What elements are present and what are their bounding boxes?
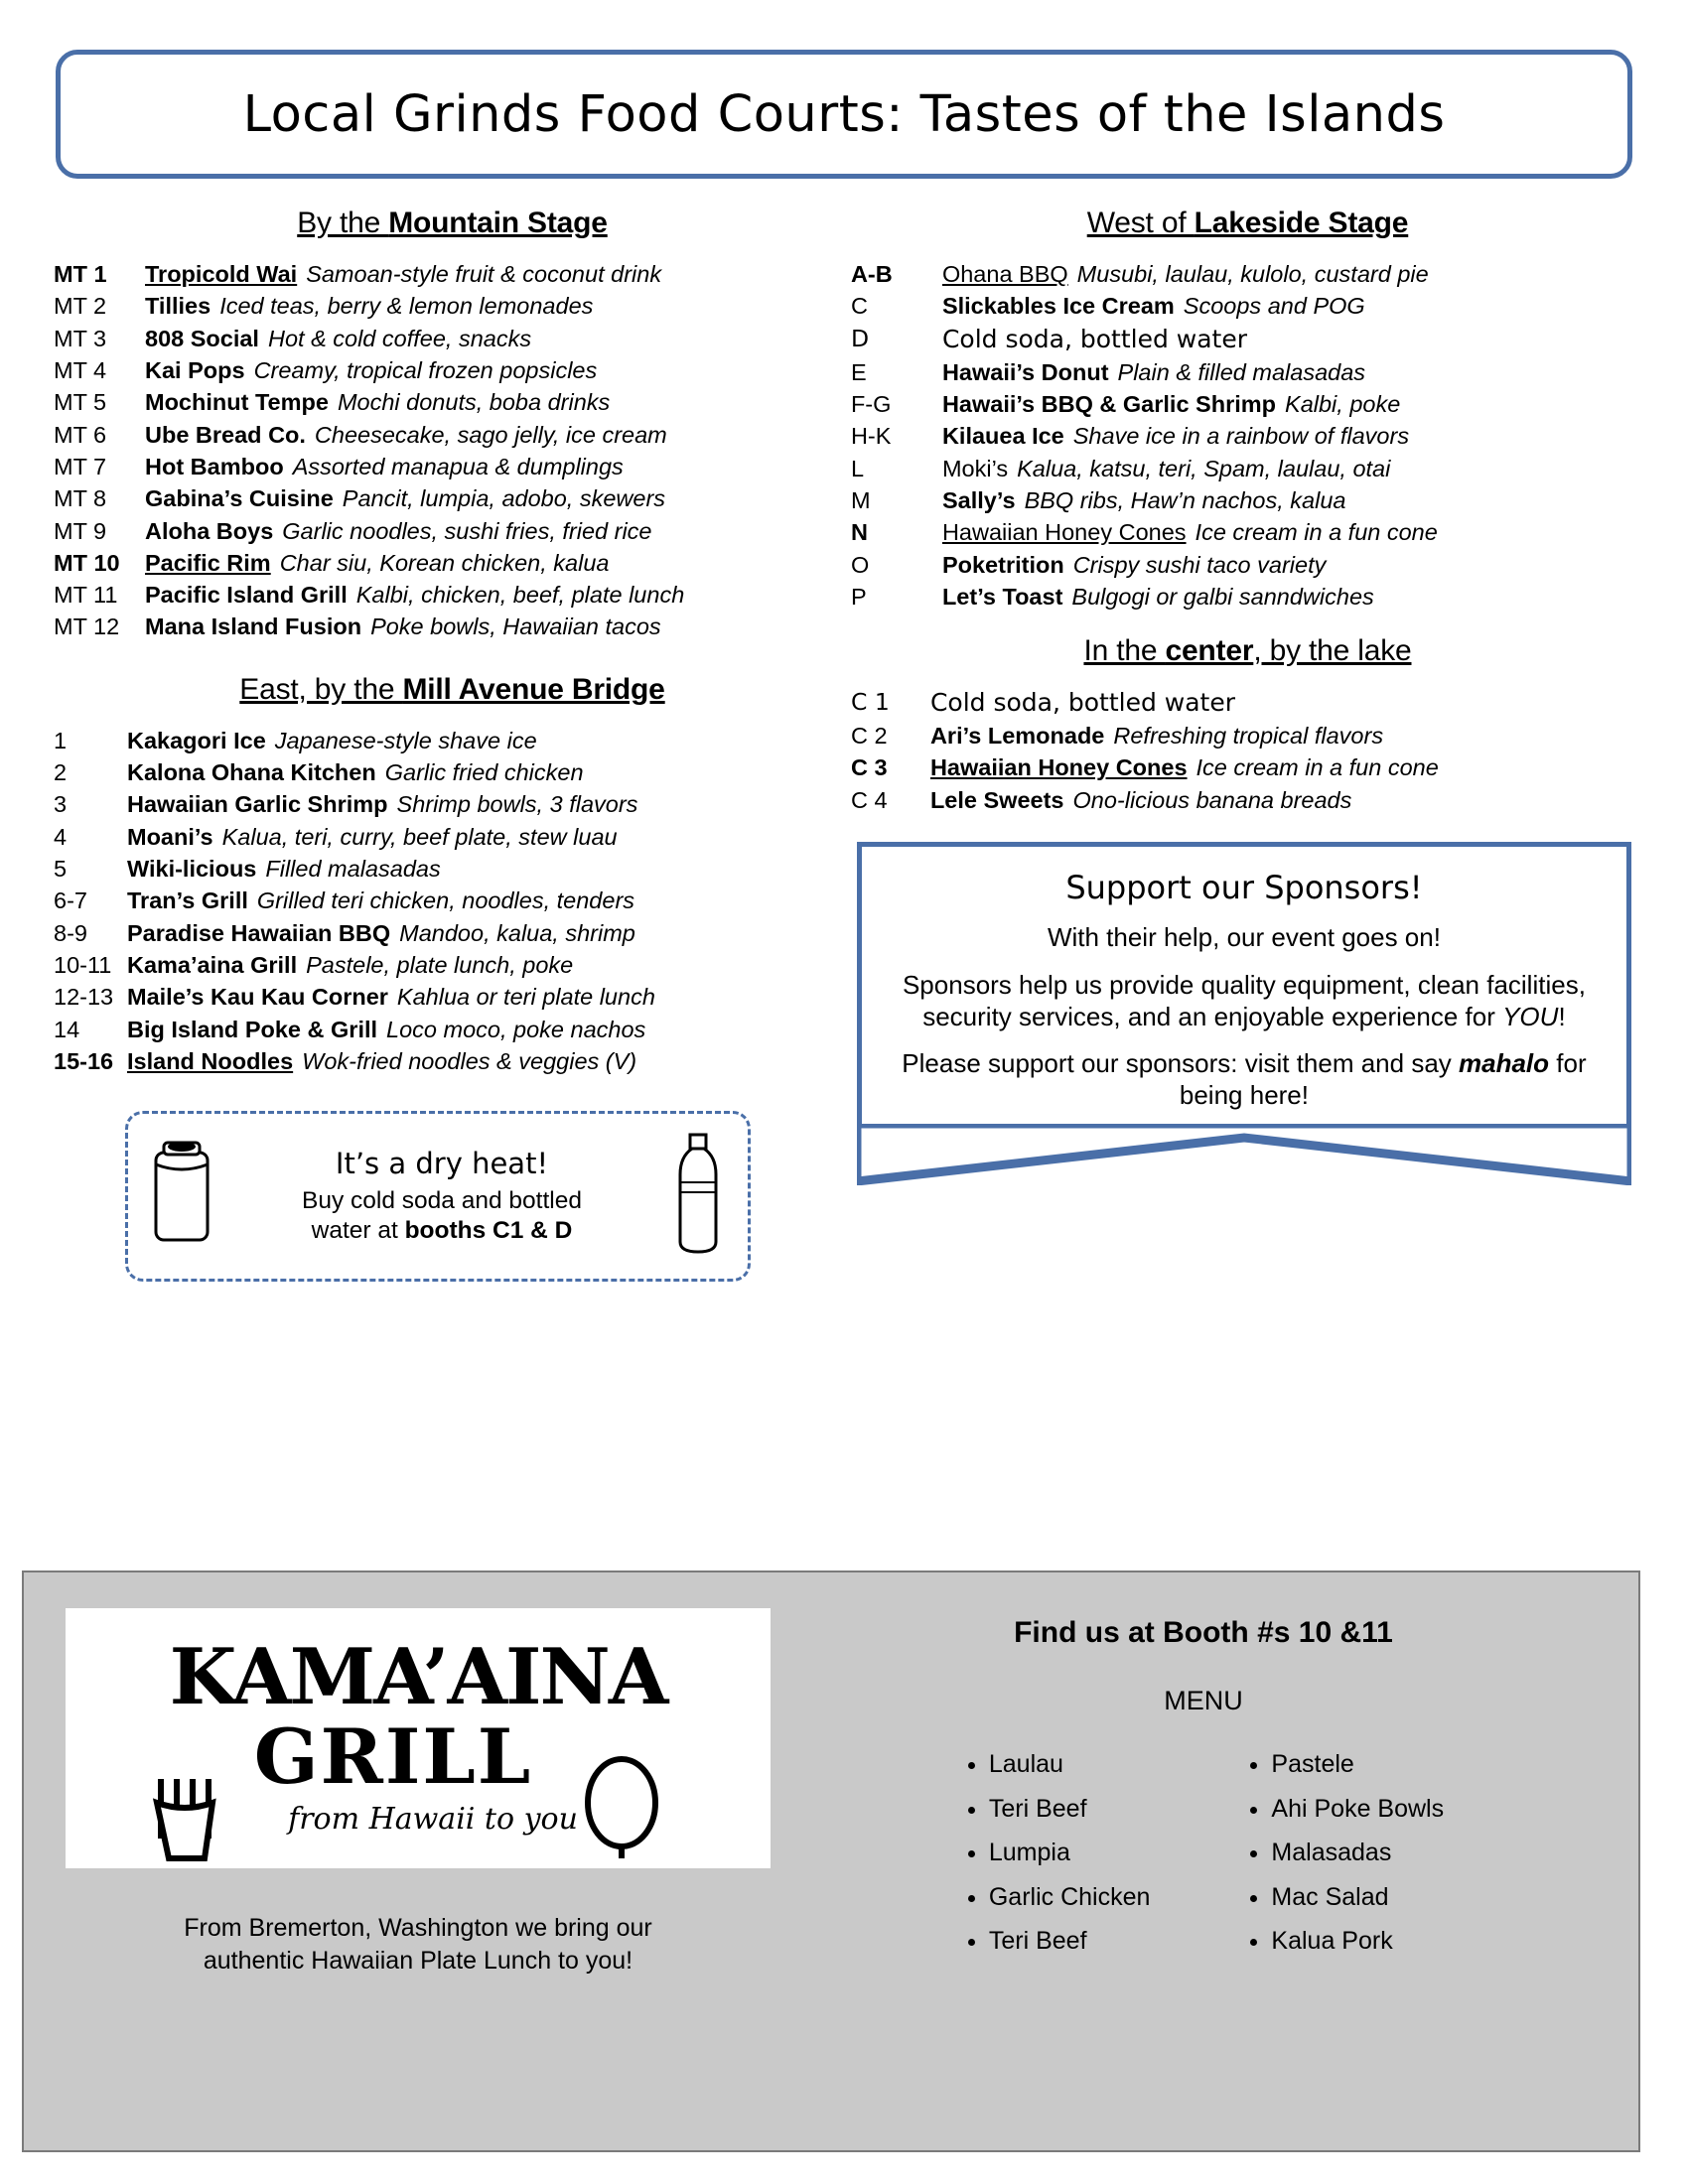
booth-desc: Shrimp bowls, 3 flavors xyxy=(396,791,638,818)
list-item: • Mac Salad xyxy=(1271,1875,1444,1920)
table-row xyxy=(54,258,851,290)
row-content xyxy=(145,290,851,322)
sponsors-p3-pre: Please support our sponsors: visit them and say xyxy=(902,1048,1460,1079)
dry-heat-line1: Buy cold soda and bottled xyxy=(302,1186,582,1214)
booth-desc: Wok-fried noodles & veggies (V) xyxy=(302,1047,637,1074)
booth-name: Ari’s Lemonade xyxy=(929,723,1105,750)
table-row xyxy=(851,751,1644,783)
listing-mountain xyxy=(54,258,851,643)
row-content xyxy=(942,290,1644,322)
row-code: E xyxy=(850,358,867,385)
booth-desc: Crispy sushi taco variety xyxy=(1072,551,1327,578)
row-code: C 3 xyxy=(850,754,888,781)
list-item: • Ahi Poke Bowls xyxy=(1271,1787,1444,1832)
heading-bold: center xyxy=(1165,634,1254,668)
table-row xyxy=(54,981,851,1013)
row-content xyxy=(127,725,851,756)
table-row xyxy=(54,451,851,482)
sponsors-title: Support our Sponsors! xyxy=(1065,869,1423,907)
row-code: 12-13 xyxy=(54,984,114,1011)
page-title: Local Grinds Food Courts: Tastes of the Islands xyxy=(242,84,1446,144)
listing-center xyxy=(851,686,1644,816)
row-code: 3 xyxy=(54,791,68,818)
booth-desc: Kalbi, chicken, beef, plate lunch xyxy=(355,582,685,609)
sponsors-p3-emphasis: mahalo xyxy=(1459,1048,1550,1079)
row-code: MT 2 xyxy=(54,293,107,320)
dry-heat-callout xyxy=(125,1111,751,1282)
table-row xyxy=(851,453,1644,484)
heading-bold: Mill Avenue Bridge xyxy=(402,672,665,706)
row-code: C xyxy=(850,293,868,320)
booth-name: Tropicold Wai xyxy=(145,261,298,287)
table-row xyxy=(851,420,1644,452)
table-row xyxy=(851,516,1644,548)
row-content xyxy=(127,821,851,853)
svg-text:from Hawaii to you: from Hawaii to you xyxy=(288,1802,578,1837)
table-row xyxy=(851,323,1644,356)
list-item: • Teri Beef xyxy=(989,1919,1151,1964)
ad-tagline-line2: authentic Hawaiian Plate Lunch to you! xyxy=(203,1946,633,1975)
heading-pre: By the xyxy=(297,206,389,239)
row-content xyxy=(145,451,851,482)
table-row xyxy=(54,354,851,386)
row-code: MT 11 xyxy=(54,582,118,609)
heading-pre: In the xyxy=(1083,634,1166,668)
row-content xyxy=(145,323,851,354)
heading-post: , by the lake xyxy=(1253,634,1412,668)
row-content xyxy=(930,751,1644,783)
row-code: MT 3 xyxy=(54,325,107,351)
row-code: C 2 xyxy=(850,723,888,750)
booth-name: Hawaiian Garlic Shrimp xyxy=(127,791,388,818)
booth-name: Hawaiian Honey Cones xyxy=(929,754,1188,781)
booth-desc: Plain & filled malasadas xyxy=(1117,358,1366,385)
table-row xyxy=(54,788,851,820)
ad-tagline xyxy=(66,1912,771,1977)
ad-booth-number: Find us at Booth #s 10 &11 xyxy=(1014,1616,1393,1649)
booth-desc: Mochi donuts, boba drinks xyxy=(337,389,611,416)
booth-desc: BBQ ribs, Haw’n nachos, kalua xyxy=(1024,486,1346,513)
table-row xyxy=(54,386,851,418)
booth-name: Slickables Ice Cream xyxy=(941,293,1175,320)
booth-desc: Assorted manapua & dumplings xyxy=(292,453,624,479)
row-code: 10-11 xyxy=(54,951,112,978)
booth-desc: Poke bowls, Hawaiian tacos xyxy=(370,614,661,640)
list-item: • Pastele xyxy=(1271,1742,1444,1787)
row-content xyxy=(942,549,1644,581)
right-column xyxy=(851,201,1644,1282)
booth-desc: Bulgogi or galbi sanndwiches xyxy=(1071,583,1374,610)
sponsor-ad xyxy=(22,1570,1640,2152)
booth-desc: Grilled teri chicken, noodles, tenders xyxy=(256,887,635,914)
row-code: MT 5 xyxy=(54,389,107,416)
sponsors-paragraph-3 xyxy=(888,1048,1601,1111)
row-content xyxy=(127,1045,851,1077)
row-code: MT 10 xyxy=(54,549,120,576)
listing-mill xyxy=(54,725,851,1077)
row-code: MT 9 xyxy=(54,517,107,544)
table-row xyxy=(851,258,1644,290)
row-code: L xyxy=(850,455,865,481)
row-code: C 4 xyxy=(850,786,888,813)
row-content xyxy=(127,788,851,820)
booth-name: Kai Pops xyxy=(145,356,245,383)
booth-name: Let’s Toast xyxy=(941,583,1063,610)
booth-desc: Pastele, plate lunch, poke xyxy=(306,951,574,978)
left-column xyxy=(44,201,851,1282)
table-row xyxy=(851,356,1644,388)
row-content xyxy=(930,784,1644,816)
table-row xyxy=(54,290,851,322)
booth-name: Kilauea Ice xyxy=(941,423,1064,450)
booth-name: Tillies xyxy=(145,293,211,320)
table-row xyxy=(851,720,1644,751)
list-item: • Teri Beef xyxy=(989,1787,1151,1832)
booth-desc: Refreshing tropical flavors xyxy=(1113,723,1384,750)
row-code: MT 7 xyxy=(54,453,107,479)
booth-name: Poketrition xyxy=(941,551,1064,578)
booth-name: Ube Bread Co. xyxy=(145,421,306,448)
ad-menu-label: MENU xyxy=(1164,1686,1243,1715)
row-content xyxy=(145,419,851,451)
table-row xyxy=(851,549,1644,581)
row-content xyxy=(145,515,851,547)
booth-name: Kakagori Ice xyxy=(127,727,266,753)
table-row xyxy=(851,290,1644,322)
table-row xyxy=(54,756,851,788)
row-content xyxy=(145,547,851,579)
booth-name: Hot Bamboo xyxy=(145,453,284,479)
booth-name: Big Island Poke & Grill xyxy=(127,1016,378,1042)
row-content xyxy=(942,258,1644,290)
booth-name: Moani’s xyxy=(127,823,213,850)
booth-name: Cold soda, bottled water xyxy=(929,688,1236,718)
booth-desc: Kalbi, poke xyxy=(1285,390,1401,417)
row-content xyxy=(127,1014,851,1045)
row-code: 5 xyxy=(54,856,68,882)
booth-desc: Hot & cold coffee, snacks xyxy=(267,325,532,351)
row-code: O xyxy=(850,551,870,578)
booth-desc: Garlic noodles, sushi fries, fried rice xyxy=(282,517,652,544)
table-row xyxy=(54,853,851,885)
sponsors-p2-emphasis: YOU xyxy=(1502,1001,1559,1031)
booth-name: Sally’s xyxy=(941,486,1016,513)
dry-heat-booths: booths C1 & D xyxy=(404,1217,573,1245)
row-content xyxy=(127,885,851,916)
table-row xyxy=(54,547,851,579)
booth-name: Kalona Ohana Kitchen xyxy=(127,759,376,786)
booth-name: Lele Sweets xyxy=(929,786,1064,813)
booth-desc: Musubi, laulau, kulolo, custard pie xyxy=(1076,261,1429,287)
dry-heat-text xyxy=(221,1147,662,1247)
booth-desc: Filled malasadas xyxy=(265,856,441,882)
table-row xyxy=(54,515,851,547)
row-code: 15-16 xyxy=(54,1047,114,1074)
section-heading-mountain xyxy=(54,206,851,240)
ad-menu-columns xyxy=(798,1742,1609,1964)
list-item: • Garlic Chicken xyxy=(989,1875,1151,1920)
booth-desc: Ono-licious banana breads xyxy=(1072,786,1352,813)
table-row xyxy=(54,323,851,354)
table-row xyxy=(54,1045,851,1077)
booth-name: Cold soda, bottled water xyxy=(941,324,1248,353)
booth-desc: Pancit, lumpia, adobo, skewers xyxy=(342,485,666,512)
booth-name: Gabina’s Cuisine xyxy=(145,485,334,512)
row-code: MT 8 xyxy=(54,485,107,512)
heading-bold: Lakeside Stage xyxy=(1194,206,1409,239)
booth-name: Island Noodles xyxy=(127,1047,294,1074)
svg-text:KAMA’AINA: KAMA’AINA xyxy=(169,1632,667,1722)
booth-name: Moki’s xyxy=(941,455,1009,481)
list-item: • Lumpia xyxy=(989,1831,1151,1875)
booth-desc: Scoops and POG xyxy=(1183,293,1365,320)
dry-heat-line2-pre: water at xyxy=(311,1217,405,1245)
row-content xyxy=(942,516,1644,548)
booth-desc: Shave ice in a rainbow of flavors xyxy=(1072,423,1410,450)
ad-left xyxy=(24,1572,788,2150)
booth-name: Ohana BBQ xyxy=(941,261,1068,287)
row-content xyxy=(127,949,851,981)
sponsors-paragraph-2 xyxy=(888,970,1601,1032)
row-code: 4 xyxy=(54,823,68,850)
dry-heat-title: It’s a dry heat! xyxy=(335,1146,549,1180)
booth-name: Pacific Rim xyxy=(145,549,271,576)
row-content xyxy=(145,386,851,418)
row-code: P xyxy=(850,583,867,610)
heading-pre: West of xyxy=(1086,206,1195,239)
booth-desc: Loco moco, poke nachos xyxy=(386,1016,646,1042)
sponsors-banner xyxy=(857,842,1631,1185)
row-code: MT 12 xyxy=(54,614,120,640)
row-content xyxy=(942,453,1644,484)
row-code: C 1 xyxy=(850,688,890,717)
booth-name: Mana Island Fusion xyxy=(145,614,362,640)
row-code: 2 xyxy=(54,759,68,786)
list-item: • Malasadas xyxy=(1271,1831,1444,1875)
row-code: MT 1 xyxy=(54,261,107,287)
ad-right xyxy=(788,1572,1638,2150)
booth-name: Maile’s Kau Kau Corner xyxy=(127,984,388,1011)
row-content xyxy=(942,356,1644,388)
row-code: MT 4 xyxy=(54,356,107,383)
kamaaina-grill-logo xyxy=(66,1608,771,1868)
booth-name: Mochinut Tempe xyxy=(145,389,329,416)
booth-name: Wiki-licious xyxy=(127,856,257,882)
row-code: MT 6 xyxy=(54,421,107,448)
row-content xyxy=(145,258,851,290)
row-content xyxy=(942,420,1644,452)
list-item: • Laulau xyxy=(989,1742,1151,1787)
table-row xyxy=(54,821,851,853)
booth-name: Aloha Boys xyxy=(145,517,274,544)
booth-name: Hawaiian Honey Cones xyxy=(941,519,1187,546)
sponsors-p2-text: Sponsors help us provide quality equipment, clean facilities, security services, and an enjoyable experience for xyxy=(902,969,1586,1031)
row-content xyxy=(942,484,1644,516)
content-columns xyxy=(44,201,1644,1282)
sponsors-box xyxy=(857,842,1631,1124)
row-code: A-B xyxy=(850,261,893,287)
row-content xyxy=(145,579,851,611)
ribbon-tail xyxy=(857,1124,1631,1185)
table-row xyxy=(54,725,851,756)
booth-name: 808 Social xyxy=(145,325,259,351)
booth-desc: Garlic fried chicken xyxy=(384,759,584,786)
svg-text:GRILL: GRILL xyxy=(253,1712,533,1801)
table-row xyxy=(54,611,851,642)
booth-desc: Cheesecake, sago jelly, ice cream xyxy=(314,421,667,448)
row-code: N xyxy=(850,519,868,546)
water-bottle-icon xyxy=(662,1131,734,1263)
row-content xyxy=(127,981,851,1013)
row-content xyxy=(930,686,1644,720)
soda-can-icon xyxy=(142,1139,221,1255)
row-content xyxy=(127,853,851,885)
row-content xyxy=(145,354,851,386)
list-item: • Kalua Pork xyxy=(1271,1919,1444,1964)
table-row xyxy=(54,885,851,916)
booth-name: Hawaii’s Donut xyxy=(941,358,1109,385)
listing-lakeside xyxy=(851,258,1644,613)
table-row xyxy=(851,784,1644,816)
booth-name: Paradise Hawaiian BBQ xyxy=(127,919,391,946)
sponsors-p2-end: ! xyxy=(1558,1001,1566,1031)
booth-desc: Ice cream in a fun cone xyxy=(1196,754,1439,781)
section-heading-lakeside xyxy=(851,206,1644,240)
table-row xyxy=(54,949,851,981)
section-heading-mill xyxy=(54,673,851,707)
section-heading-center xyxy=(851,634,1644,668)
row-code: D xyxy=(850,324,870,352)
table-row xyxy=(54,419,851,451)
table-row xyxy=(54,1014,851,1045)
row-content xyxy=(145,482,851,514)
heading-bold: Mountain Stage xyxy=(388,206,608,239)
row-code: 14 xyxy=(54,1016,80,1042)
heading-pre: East, by the xyxy=(239,672,403,706)
table-row xyxy=(54,579,851,611)
booth-name: Tran’s Grill xyxy=(127,887,248,914)
booth-desc: Japanese-style shave ice xyxy=(274,727,537,753)
row-content xyxy=(930,720,1644,751)
row-code: M xyxy=(850,486,871,513)
row-code: F-G xyxy=(850,390,892,417)
booth-desc: Kahlua or teri plate lunch xyxy=(396,984,655,1011)
booth-desc: Kalua, katsu, teri, Spam, laulau, otai xyxy=(1017,455,1391,481)
booth-desc: Creamy, tropical frozen popsicles xyxy=(253,356,598,383)
booth-desc: Iced teas, berry & lemon lemonades xyxy=(219,293,594,320)
booth-name: Kama’aina Grill xyxy=(127,951,298,978)
table-row xyxy=(54,917,851,949)
booth-name: Pacific Island Grill xyxy=(145,582,348,609)
row-content xyxy=(127,917,851,949)
table-row xyxy=(851,388,1644,420)
booth-desc: Kalua, teri, curry, beef plate, stew luau xyxy=(221,823,618,850)
booth-desc: Char siu, Korean chicken, kalua xyxy=(279,549,610,576)
table-row xyxy=(54,482,851,514)
table-row xyxy=(851,581,1644,613)
sponsors-paragraph-1: With their help, our event goes on! xyxy=(1047,922,1441,953)
dry-heat-body xyxy=(221,1186,662,1247)
row-content xyxy=(942,323,1644,356)
table-row xyxy=(851,484,1644,516)
title-banner xyxy=(56,50,1632,179)
row-content xyxy=(127,756,851,788)
row-content xyxy=(942,581,1644,613)
ad-menu-column-2 xyxy=(1245,1742,1444,1964)
booth-desc: Mandoo, kalua, shrimp xyxy=(399,919,635,946)
booth-desc: Ice cream in a fun cone xyxy=(1195,519,1438,546)
row-code: 1 xyxy=(54,727,68,753)
booth-desc: Samoan-style fruit & coconut drink xyxy=(306,261,662,287)
table-row xyxy=(851,686,1644,720)
ad-menu-column-1 xyxy=(963,1742,1151,1964)
row-content xyxy=(942,388,1644,420)
row-code: 6-7 xyxy=(54,887,87,914)
row-code: 8-9 xyxy=(54,919,87,946)
row-content xyxy=(145,611,851,642)
sponsors-p3-post: for being here! xyxy=(1179,1048,1587,1110)
ad-tagline-line1: From Bremerton, Washington we bring our xyxy=(184,1914,652,1942)
booth-name: Hawaii’s BBQ & Garlic Shrimp xyxy=(941,390,1277,417)
row-code: H-K xyxy=(850,423,892,450)
